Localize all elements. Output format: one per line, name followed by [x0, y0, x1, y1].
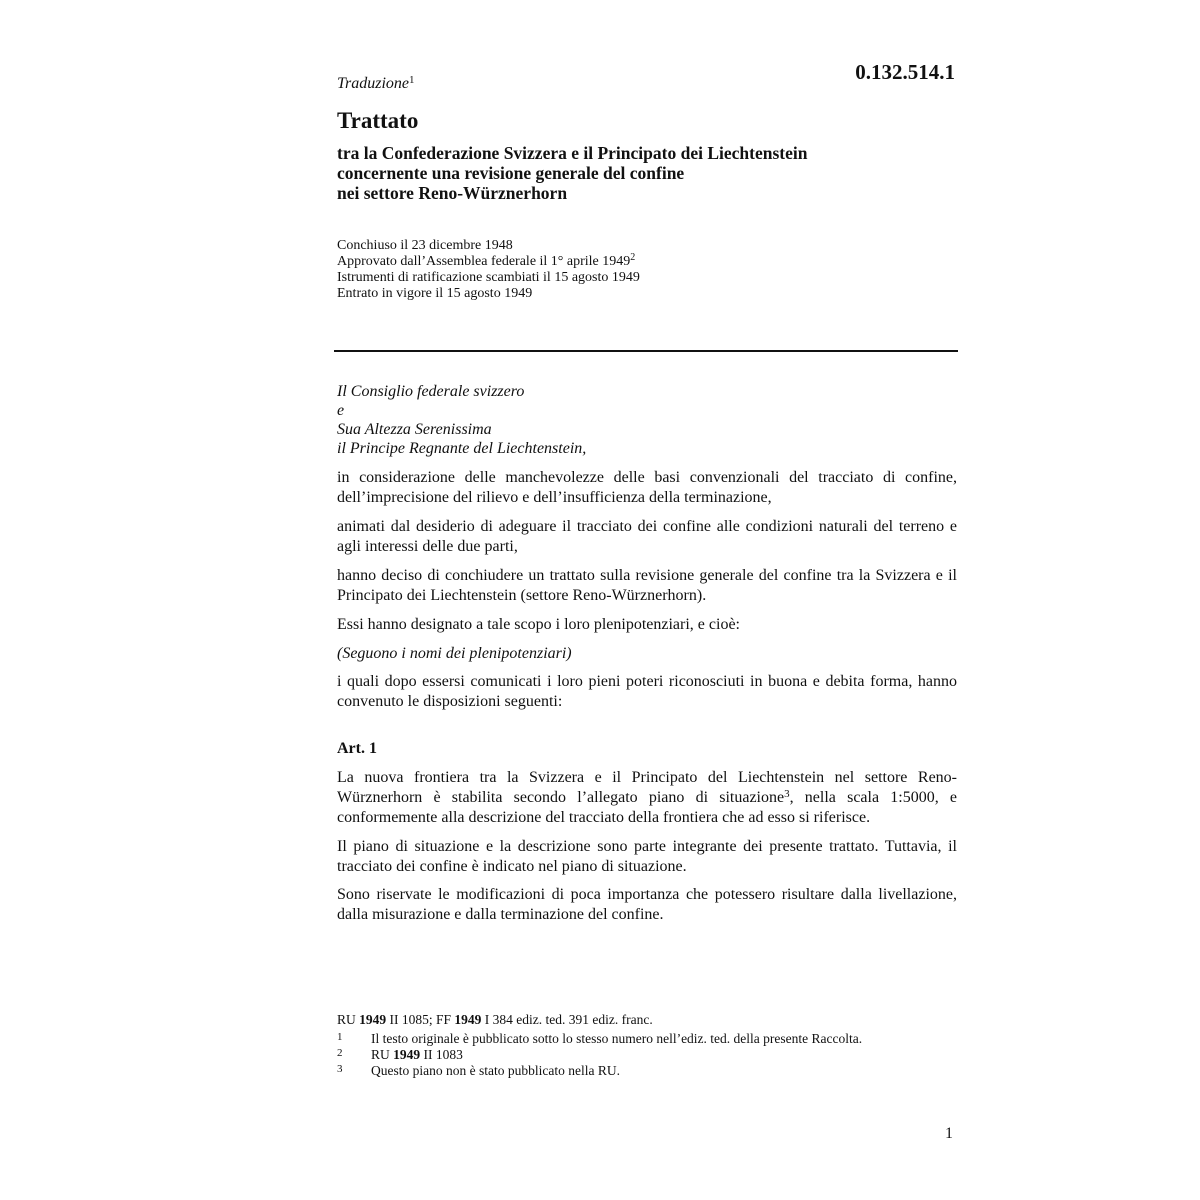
- date-approved-line: [337, 254, 640, 270]
- footnote-ref-1[interactable]: 1: [409, 74, 415, 86]
- article-text: La nuova frontiera tra la Svizzera e il Principato del Liechtenstein nel settore Reno-Würznerhorn è stabilita secondo l’allegato piano di situazione: [337, 769, 957, 806]
- article-heading: Art. 1: [337, 740, 377, 757]
- subtitle-line: nei settore Reno-Würznerhorn: [337, 183, 568, 203]
- date-concluded: Conchiuso il 23 dicembre 1948: [337, 238, 513, 253]
- page-number: 1: [945, 1125, 953, 1142]
- preamble-paragraph: Essi hanno designato a tale scopo i loro plenipotenziari, e cioè:: [337, 616, 740, 633]
- footnote-year: 1949: [393, 1047, 421, 1062]
- footnote-number: 2: [337, 1047, 343, 1059]
- preamble-paragraph: hanno deciso di conchiudere un trattato sulla revisione generale del confine tra la Svizzera e il Principato dei Liechtenstein (settore Reno-Würznerhorn).: [337, 567, 957, 604]
- party-line: e: [337, 402, 345, 419]
- footnote-ref-2[interactable]: 2: [630, 252, 636, 263]
- footnote-prefix: RU: [371, 1047, 390, 1062]
- footnote-text: [371, 1047, 891, 1063]
- footnote-number: 1: [337, 1031, 343, 1043]
- article-text: , nella scala 1:5000, e conformemente alla descrizione del tracciato della frontiera che ad esso si riferisce.: [337, 789, 957, 826]
- footnote-item: [337, 1063, 957, 1079]
- preamble-paragraph: animati dal desiderio di adeguare il tracciato dei confine alle condizioni naturali del terreno e agli interessi delle due parti,: [337, 518, 957, 555]
- article-paragraph: Sono riservate le modificazioni di poca importanza che potessero risultare dalla livellazione, dalla misurazione e dalla terminazione del confine.: [337, 886, 957, 923]
- footnote-ref-3[interactable]: 3: [784, 788, 790, 800]
- preamble-paragraph: i quali dopo essersi comunicati i loro pieni poteri riconosciuti in buona e debita forma, hanno convenuto le disposizioni seguenti:: [337, 673, 957, 710]
- footnote-text: Questo piano non è stato pubblicato nella RU.: [371, 1063, 620, 1078]
- article-paragraph: Il piano di situazione e la descrizione sono parte integrante dei presente trattato. Tuttavia, il tracciato dei confine è indicato nel piano di situazione.: [337, 838, 957, 875]
- preamble-paragraph: in considerazione delle manchevolezze delle basi convenzionali del tracciato di confine, dell’imprecisione del rilievo e dell’insufficienza della terminazione,: [337, 469, 957, 506]
- document-page: [337, 0, 957, 1200]
- translation-label: [337, 75, 415, 93]
- page-title: Trattato: [337, 108, 419, 133]
- party-line: Il Consiglio federale svizzero: [337, 383, 525, 400]
- footnote-number: 3: [337, 1063, 343, 1075]
- footnote-text: Il testo originale è pubblicato sotto lo stesso numero nell’ediz. ted. della presente Raccolta.: [371, 1031, 863, 1046]
- footnotes: [337, 1012, 957, 1079]
- date-ratification: Istrumenti di ratificazione scambiati il 15 agosto 1949: [337, 270, 640, 285]
- party-line: Sua Altezza Serenissima: [337, 421, 492, 438]
- subtitle-line: tra la Confederazione Svizzera e il Principato dei Liechtenstein: [337, 143, 808, 163]
- section-divider: [334, 350, 958, 352]
- party-line: il Principe Regnante del Liechtenstein,: [337, 440, 587, 457]
- preamble-paragraph-italic: (Seguono i nomi dei plenipotenziari): [337, 645, 572, 662]
- date-approved: Approvato dall’Assemblea federale il 1° aprile 1949: [337, 254, 631, 269]
- sr-number: 0.132.514.1: [855, 60, 955, 84]
- source-ff-year: 1949: [454, 1012, 482, 1027]
- subtitle-line: concernente una revisione generale del confine: [337, 163, 685, 183]
- source-ru-year: 1949: [359, 1012, 387, 1027]
- translation-label-text: Traduzione: [337, 75, 410, 92]
- preamble-parties: [337, 382, 586, 458]
- footnote-item: [337, 1031, 957, 1047]
- page-subtitle: [337, 143, 807, 203]
- date-in-force: Entrato in vigore il 15 agosto 1949: [337, 286, 533, 301]
- source-ff-rest: I 384 ediz. ted. 391 ediz. franc.: [484, 1012, 653, 1027]
- footnote-suffix: II 1083: [423, 1047, 463, 1062]
- source-ru-label: RU: [337, 1012, 356, 1027]
- footnote-item: [337, 1047, 957, 1063]
- footnote-source: [337, 1012, 957, 1028]
- source-ru-rest: II 1085; FF: [389, 1012, 452, 1027]
- article-paragraph: [337, 768, 957, 828]
- treaty-dates: [337, 238, 640, 302]
